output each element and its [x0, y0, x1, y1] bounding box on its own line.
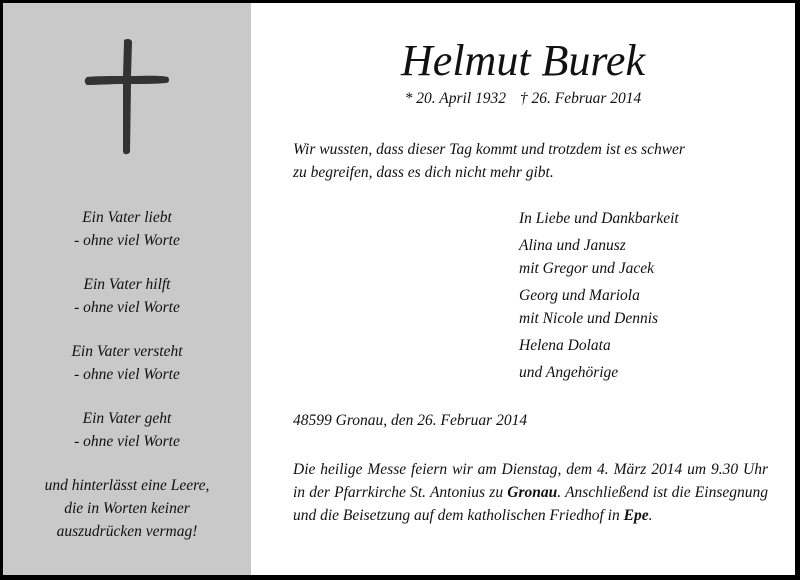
family-group — [519, 207, 789, 230]
poem-stanza-line: Ein Vater liebt — [82, 209, 172, 226]
poem-stanza-line: - ohne viel Worte — [74, 366, 180, 383]
service-town-1: Gronau — [507, 484, 558, 501]
poem-stanza — [3, 340, 251, 386]
poem-stanza-line: Ein Vater hilft — [83, 276, 171, 293]
poem-stanza-line: - ohne viel Worte — [74, 232, 180, 249]
family-group — [519, 334, 789, 357]
family-group — [519, 361, 789, 384]
poem-stanza-line: - ohne viel Worte — [74, 433, 180, 450]
family-group-line: und Angehörige — [519, 364, 619, 381]
poem-stanza-line: die in Worten keiner — [64, 500, 190, 517]
family-group-line: mit Nicole und Dennis — [519, 310, 659, 327]
family-group-line: Alina und Janusz — [519, 237, 626, 254]
family-group-line: mit Gregor und Jacek — [519, 260, 655, 277]
service-town-2: Epe — [623, 507, 649, 524]
deceased-name: Helmut Burek — [401, 36, 645, 85]
poem-stanza — [3, 474, 251, 543]
service-info — [293, 458, 768, 527]
obituary-notice — [3, 3, 795, 575]
death-date: † 26. Februar 2014 — [519, 90, 642, 107]
service-text-2: . Anschließend ist die Einsegnung und die Beisetzung auf dem katholischen Friedhof in — [293, 484, 768, 524]
service-text-3: . — [648, 507, 653, 524]
poem-stanza-line: auszudrücken vermag! — [56, 523, 198, 540]
service-text-1: Die heilige Messe feiern wir am Dienstag, dem 4. März 2014 um 9.30 Uhr in der Pfarrkirche St. Antonius zu — [293, 461, 768, 501]
poem — [3, 206, 251, 564]
intro-text — [293, 138, 768, 184]
right-panel — [251, 3, 795, 575]
family-list — [519, 207, 789, 388]
poem-stanza-line: - ohne viel Worte — [74, 299, 180, 316]
poem-stanza — [3, 273, 251, 319]
intro-line: zu begreifen, dass es dich nicht mehr gibt. — [293, 164, 554, 181]
place-date: 48599 Gronau, den 26. Februar 2014 — [293, 412, 528, 429]
latin-cross-icon — [83, 36, 171, 156]
poem-stanza — [3, 206, 251, 252]
family-group-line: In Liebe und Dankbarkeit — [519, 210, 679, 227]
poem-stanza — [3, 407, 251, 453]
life-dates — [251, 90, 795, 108]
poem-stanza-line: und hinterlässt eine Leere, — [44, 477, 210, 494]
poem-stanza-line: Ein Vater geht — [82, 410, 172, 427]
family-group — [519, 284, 789, 330]
family-group — [519, 234, 789, 280]
family-group-line: Georg und Mariola — [519, 287, 640, 304]
family-group-line: Helena Dolata — [519, 337, 611, 354]
intro-line: Wir wussten, dass dieser Tag kommt und trotzdem ist es schwer — [293, 141, 685, 158]
birth-date: * 20. April 1932 — [404, 90, 507, 107]
poem-stanza-line: Ein Vater versteht — [71, 343, 183, 360]
left-panel — [3, 3, 251, 575]
